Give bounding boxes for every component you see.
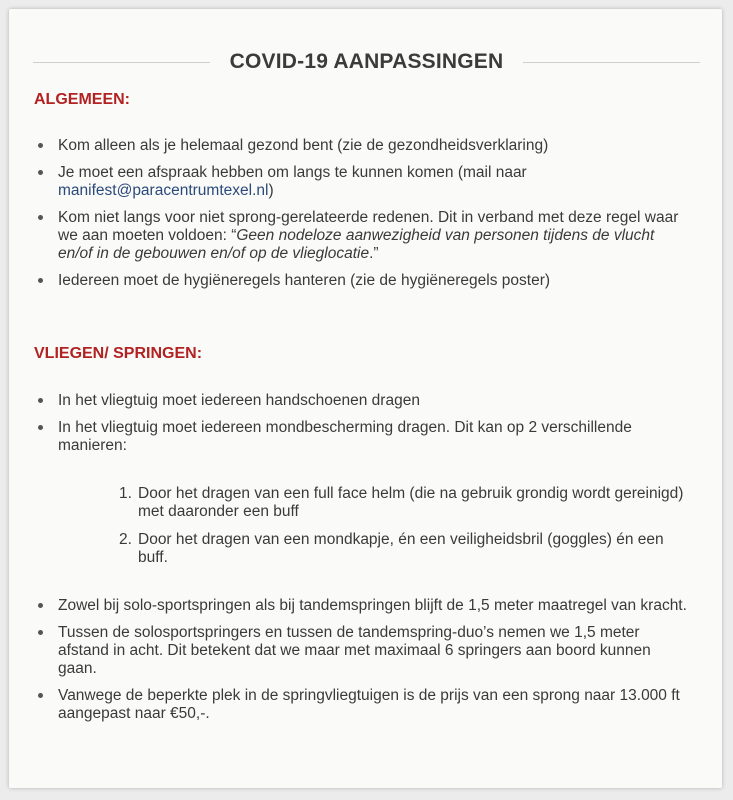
section-heading-algemeen: ALGEMEEN:	[34, 91, 130, 108]
list-item	[37, 209, 687, 263]
list-item	[37, 137, 687, 155]
list-item-text-end: )	[268, 182, 274, 199]
list-item-text-end: .”	[369, 245, 379, 262]
list-item-text: Kom niet langs voor niet sprong-gerelateerde redenen. Dit in verband met deze regel waar we aan moeten voldoen: “	[58, 209, 679, 244]
list-item-text: In het vliegtuig moet iedereen mondbescherming dragen. Dit kan op 2 verschillende manieren:	[58, 419, 632, 454]
list-item-text: Iedereen moet de hygiëneregels hanteren (zie de hygiëneregels poster)	[58, 272, 551, 289]
list-item-text: In het vliegtuig moet iedereen handschoenen dragen	[58, 392, 420, 409]
numbered-item	[119, 485, 689, 521]
list-item	[37, 392, 687, 410]
list-item-text: Vanwege de beperkte plek in de springvliegtuigen is de prijs van een sprong naar 13.000 ft aangepast naar €50,-.	[58, 687, 680, 722]
list-item-text: Zowel bij solo-sportspringen als bij tandemspringen blijft de 1,5 meter maatregel van kracht.	[58, 597, 687, 614]
list-item	[37, 624, 687, 678]
page-title: COVID-19 AANPASSINGEN	[229, 50, 504, 73]
item-number: 2.	[119, 531, 132, 548]
title-rule-right	[523, 62, 700, 63]
vliegen-list-continued	[37, 597, 687, 732]
list-item-text: Kom alleen als je helemaal gezond bent (zie de gezondheidsverklaring)	[58, 137, 549, 154]
list-item-text: Tussen de solosportspringers en tussen de tandemspring-duo’s nemen we 1,5 meter afstand in acht. Dit betekent dat we maar met maximaal 6 springers aan boord kunnen gaan.	[58, 624, 651, 677]
item-number: 1.	[119, 485, 132, 502]
algemeen-list	[37, 137, 687, 299]
numbered-item-text: Door het dragen van een full face helm (die na gebruik grondig wordt gereinigd) met daaronder een buff	[138, 485, 684, 520]
list-item	[37, 419, 687, 455]
list-item	[37, 597, 687, 615]
numbered-item-text: Door het dragen van een mondkapje, én een veiligheidsbril (goggles) én een buff.	[138, 531, 664, 566]
section-heading-vliegen-springen: VLIEGEN/ SPRINGEN:	[34, 345, 203, 362]
list-item	[37, 164, 687, 200]
list-item	[37, 272, 687, 290]
title-rule-left	[33, 62, 210, 63]
title-row	[33, 47, 700, 77]
list-item	[37, 687, 687, 723]
list-item-text: Je moet een afspraak hebben om langs te kunnen komen (mail naar	[58, 164, 527, 181]
email-link[interactable]: manifest@paracentrumtexel.nl	[58, 182, 269, 199]
numbered-item	[119, 531, 689, 567]
mondbescherming-options-list	[119, 485, 689, 577]
vliegen-list	[37, 392, 687, 464]
content-card	[9, 9, 722, 788]
quote-text: Geen nodeloze aanwezigheid van personen tijdens de vlucht en/of in de gebouwen en/of op de vlieglocatie	[58, 227, 655, 262]
